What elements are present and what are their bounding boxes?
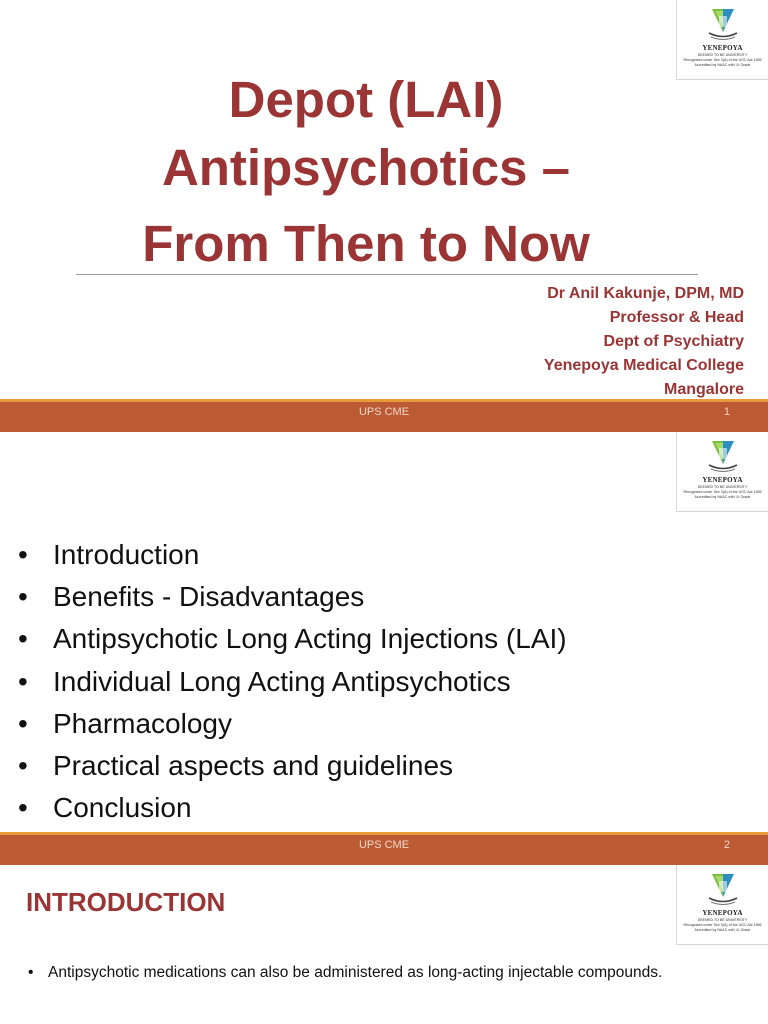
title-divider xyxy=(76,274,698,275)
yenepoya-emblem-icon xyxy=(705,438,741,474)
title-line-2: Antipsychotics – xyxy=(161,139,571,196)
list-item: • Antipsychotic medications can also be administered as long-acting injectable compounds. xyxy=(28,961,668,985)
author-line: Dr Anil Kakunje, DPM, MD xyxy=(547,285,744,302)
bullet-icon: • xyxy=(18,581,28,613)
slide-footer xyxy=(0,832,768,865)
logo-name: YENEPOYA xyxy=(702,44,743,52)
bullet-icon: • xyxy=(28,964,34,981)
agenda-item: • Pharmacology xyxy=(18,703,567,745)
bullet-icon: • xyxy=(18,750,28,782)
bullet-icon: • xyxy=(18,707,28,739)
agenda-item: • Conclusion xyxy=(18,787,567,829)
slide-title xyxy=(60,66,672,278)
slide-footer xyxy=(0,399,768,432)
bullet-icon: • xyxy=(18,539,28,570)
author-line: Mangalore xyxy=(663,381,744,398)
slide-3-introduction xyxy=(0,865,768,1024)
slide-2-agenda xyxy=(0,432,768,865)
agenda-item: • Individual Long Acting Antipsychotics xyxy=(18,661,567,703)
author-line: Yenepoya Medical College xyxy=(543,357,744,374)
footer-text: UPS CME xyxy=(358,406,410,418)
author-block xyxy=(544,282,744,402)
agenda-item: • Introduction xyxy=(18,534,567,576)
author-line: Dept of Psychiatry xyxy=(603,333,744,350)
section-heading: INTRODUCTION xyxy=(26,887,226,917)
university-logo xyxy=(676,865,768,945)
university-logo xyxy=(676,432,768,512)
page-number: 1 xyxy=(723,406,730,418)
bullet-icon: • xyxy=(18,665,28,697)
agenda-item: • Practical aspects and guidelines xyxy=(18,745,567,787)
author-line: Professor & Head xyxy=(609,309,744,326)
footer-text: UPS CME xyxy=(358,839,410,851)
logo-name: YENEPOYA xyxy=(702,476,743,484)
university-logo xyxy=(676,0,768,80)
logo-name: YENEPOYA xyxy=(702,909,743,917)
bullet-icon: • xyxy=(18,623,28,655)
page-number: 2 xyxy=(723,839,730,851)
agenda-item: • Antipsychotic Long Acting Injections (LAI) xyxy=(18,618,567,660)
agenda-list xyxy=(18,534,567,829)
bullet-icon: • xyxy=(18,792,28,824)
title-line-1: Depot (LAI) xyxy=(228,71,504,128)
agenda-item: • Benefits - Disadvantages xyxy=(18,576,567,618)
logo-subtitle: DEEMED TO BE UNIVERSITY Recognized under Sec 3(A) of the UGC Act 1956 Accredited by NAAC with 'A' Grade xyxy=(683,53,762,67)
yenepoya-emblem-icon xyxy=(705,6,741,42)
title-line-3: From Then to Now xyxy=(142,215,590,272)
slide-1-title xyxy=(0,0,768,432)
logo-subtitle: DEEMED TO BE UNIVERSITY Recognized under Sec 3(A) of the UGC Act 1956 Accredited by NAAC with 'A' Grade xyxy=(683,918,762,932)
logo-subtitle: DEEMED TO BE UNIVERSITY Recognized under Sec 3(A) of the UGC Act 1956 Accredited by NAAC with 'A' Grade xyxy=(683,485,762,499)
yenepoya-emblem-icon xyxy=(705,871,741,907)
